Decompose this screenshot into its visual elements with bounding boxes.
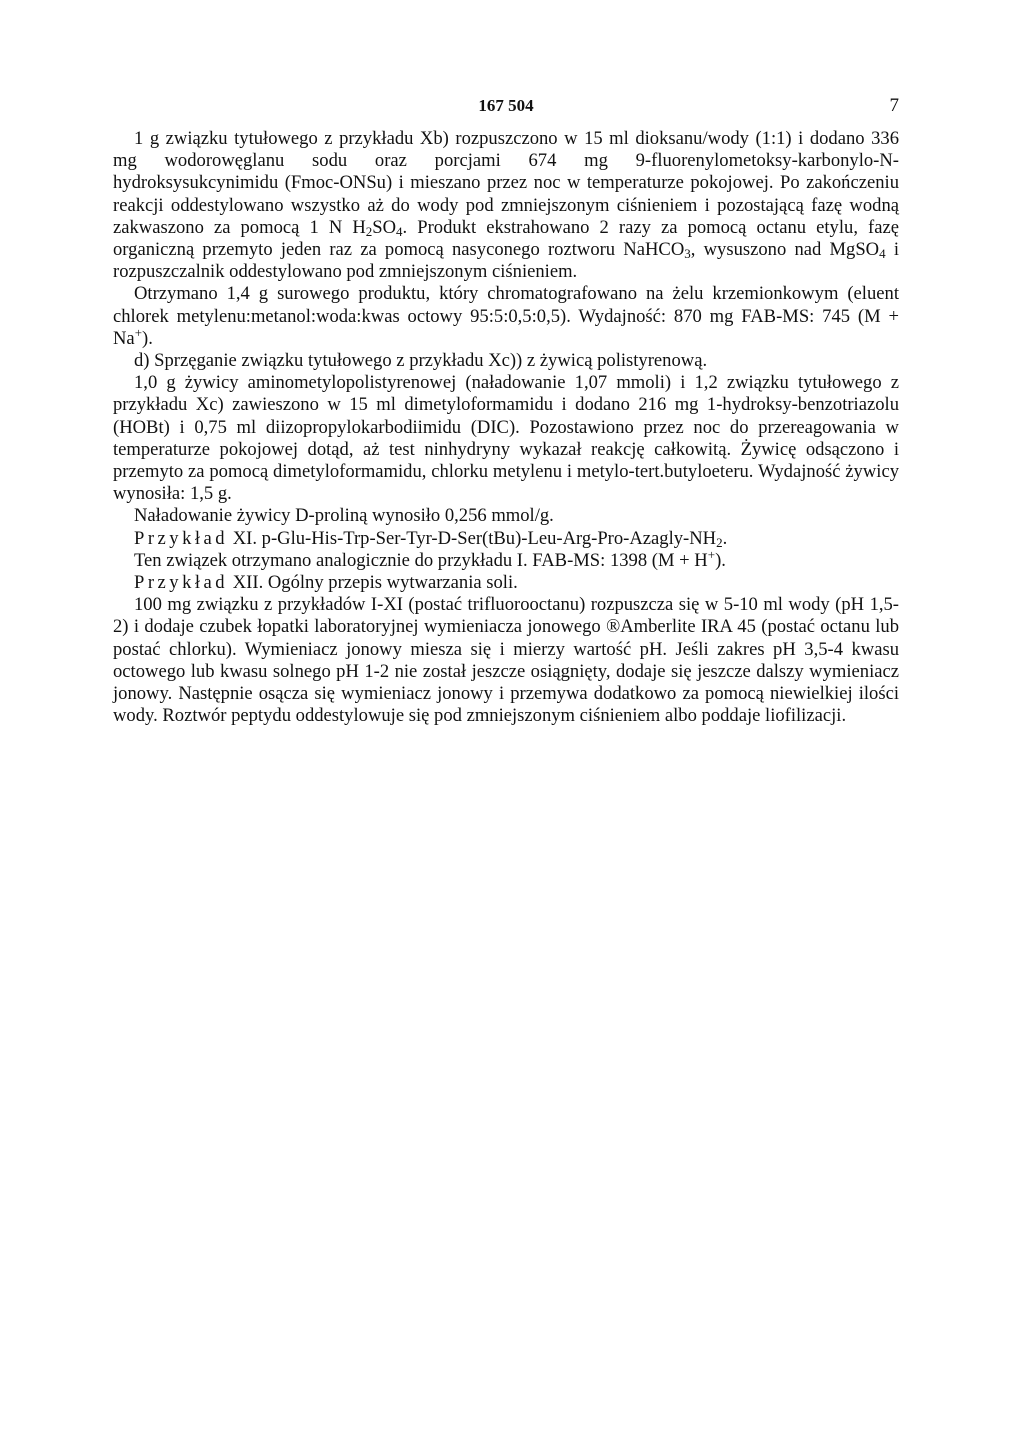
patent-number: 167 504 [478, 96, 534, 115]
paragraph-1-text-c: . Produkt ekstrahowano 2 razy za pomocą octanu etylu, fazę organiczną przemyto jeden raz za pomocą nasyconego roztworu NaHCO [113, 216, 899, 261]
subscript: 2 [716, 534, 723, 550]
document-page [113, 0, 899, 1448]
example-xii-text: XII. Ogólny przepis wytwarzania soli. [228, 572, 518, 594]
page-number: 7 [889, 95, 899, 116]
example-xii-heading [113, 572, 899, 594]
example-label: Przykład [134, 572, 229, 594]
paragraph-1-text: 1 g związku tytułowego z przykładu Xb) rozpuszczono w 15 ml dioksanu/wody (1:1) i dodano 336 mg wodorowęglanu sodu oraz porcjami 674 mg 9-fluorenylometoksy-karbonylo-N-hydroksysukcynimidu (Fmoc-ONSu) i mieszano przez noc w temperaturze pokojowej. Po zakończeniu reakcji oddestylowano wszystko aż do wody pod zmniejszonym ciśnieniem i pozostającą fazę wodną zakwaszono za pomocą 1 N H [113, 128, 899, 238]
page-header [113, 96, 899, 118]
paragraph-7-text: Ten związek otrzymano analogicznie do przykładu I. FAB-MS: 1398 (M + H [134, 549, 708, 571]
example-xi-heading [113, 528, 899, 550]
subscript: 4 [879, 246, 886, 262]
paragraph-1-text-e: i rozpuszczalnik oddestylowano pod zmniejszonym ciśnieniem. [113, 239, 899, 283]
subscript: 3 [684, 246, 691, 262]
example-xi-text-b: . [722, 527, 728, 549]
subscript: 4 [396, 223, 403, 239]
example-label: Przykład [134, 527, 229, 549]
paragraph-2-text: Otrzymano 1,4 g surowego produktu, który chromatografowano na żelu krzemionkowym (eluent chlorek metylenu:metanol:woda:kwas octowy 95:5:0,5:0,5). Wydajność: 870 mg FAB-MS: 745 (M + Na [113, 283, 899, 349]
document-body [113, 128, 899, 727]
paragraph-5: Naładowanie żywicy D-proliną wynosiło 0,256 mmol/g. [134, 505, 554, 527]
paragraph-1-text-b: SO [372, 216, 397, 238]
paragraph-7 [113, 546, 899, 572]
paragraph-2-text-b: ). [142, 327, 153, 349]
paragraph-2 [113, 283, 899, 350]
superscript: + [707, 546, 716, 562]
superscript: + [134, 324, 143, 340]
subscript: 2 [365, 223, 373, 239]
section-heading-d: d) Sprzęganie związku tytułowego z przykładu Xc)) z żywicą polistyrenową. [134, 350, 708, 372]
paragraph-4: 1,0 g żywicy aminometylopolistyrenowej (naładowanie 1,07 mmoli) i 1,2 związku tytułowego z przykładu Xc) zawieszono w 15 ml dimetyloformamidu i dodano 216 mg 1-hydroksy-benzotriazolu (HOBt) i 0,75 ml diizopropylokarbodiimidu (DIC). Pozostawiono przez noc do przereagowania w temperaturze pokojowej dotąd, aż test ninhydryny wykazał reakcję całkowitą. Żywicę odsączono i przemyto za pomocą dimetyloformamidu, chlorku metylenu i metylo-tert.butyloeteru. Wydajność żywicy wynosiła: 1,5 g. [113, 372, 899, 505]
paragraph-7-text-b: ). [715, 549, 726, 571]
paragraph-1-text-d: , wysuszono nad MgSO [690, 239, 880, 261]
paragraph-1 [113, 128, 899, 283]
paragraph-9: 100 mg związku z przykładów I-XI (postać trifluorooctanu) rozpuszcza się w 5-10 ml wody (pH 1,5-2) i dodaje czubek łopatki laboratoryjnej wymieniacza jonowego ®Amberlite IRA 45 (postać octanu lub postać chlorku). Wymieniacz jonowy miesza się i mierzy wartość pH. Jeśli zakres pH 3,5-4 kwasu octowego lub kwasu solnego pH 1-2 nie został jeszcze osiągnięty, dodaje się jeszcze dalszy wymieniacz jonowy. Następnie osącza się wymieniacz jonowy i przemywa dodatkowo za pomocą niewielkiej ilości wody. Roztwór peptydu oddestylowuje się pod zmniejszonym ciśnieniem albo poddaje liofilizacji. [113, 594, 899, 727]
example-xi-text: XI. p-Glu-His-Trp-Ser-Tyr-D-Ser(tBu)-Leu-Arg-Pro-Azagly-NH [228, 527, 717, 549]
